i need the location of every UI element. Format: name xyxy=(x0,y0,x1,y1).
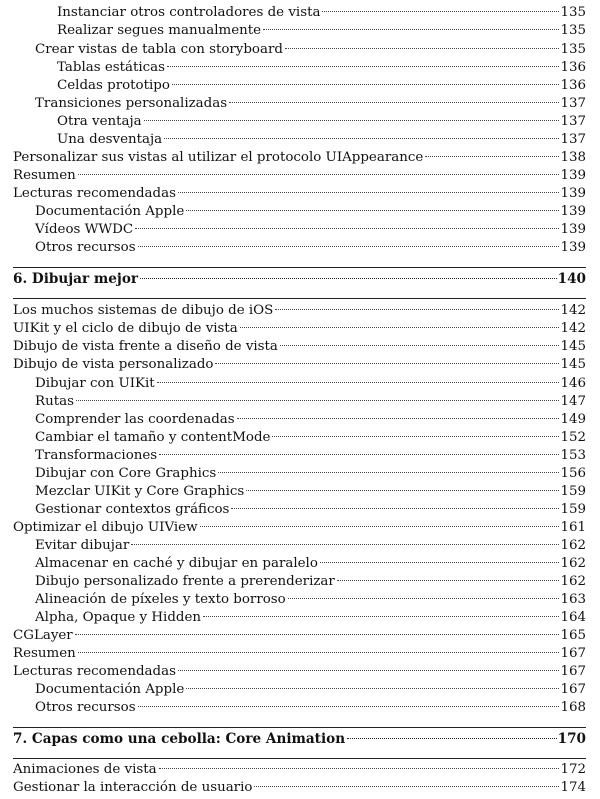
toc-entry xyxy=(13,573,586,591)
leader-dots xyxy=(178,670,559,671)
toc-entry-page-number: 139 xyxy=(560,240,586,255)
toc-entry-title: Resumen xyxy=(13,168,76,183)
leader-dots xyxy=(178,192,559,193)
toc-entry xyxy=(13,537,586,555)
toc-entry-title: Dibujar con Core Graphics xyxy=(35,466,217,481)
toc-entry xyxy=(13,4,586,22)
leader-dots xyxy=(347,738,557,739)
toc-entry xyxy=(13,663,586,681)
leader-dots xyxy=(186,688,559,689)
toc-entry-title: Mezclar UIKit y Core Graphics xyxy=(35,484,245,499)
leader-dots xyxy=(159,454,559,455)
toc-entry-title: Resumen xyxy=(13,646,76,661)
leader-dots xyxy=(337,580,560,581)
toc-entry-page-number: 136 xyxy=(560,78,586,93)
toc-entry-page-number: 167 xyxy=(560,682,586,697)
leader-dots xyxy=(138,706,560,707)
toc-entry-page-number: 156 xyxy=(560,466,586,481)
toc-entry-title: Los muchos sistemas de dibujo de iOS xyxy=(13,303,274,318)
toc-entry xyxy=(13,185,586,203)
toc-entry-page-number: 168 xyxy=(560,700,586,715)
toc-entry-page-number: 142 xyxy=(560,321,586,336)
chapter-rule xyxy=(13,267,586,268)
leader-dots xyxy=(272,436,559,437)
toc-entry xyxy=(13,447,586,465)
toc-entry-page-number: 161 xyxy=(560,520,586,535)
toc-entry-title: Gestionar contextos gráficos xyxy=(35,502,230,517)
toc-entry-title: Transiciones personalizadas xyxy=(35,96,228,111)
toc-entry-title: Optimizar el dibujo UIView xyxy=(13,520,198,535)
leader-dots xyxy=(157,382,560,383)
toc-entry-page-number: 139 xyxy=(560,186,586,201)
toc-entry-page-number: 137 xyxy=(560,96,586,111)
toc-entry-title: Una desventaja xyxy=(57,132,163,147)
toc-entry xyxy=(13,221,586,239)
toc-entry xyxy=(13,302,586,320)
toc-entry-title: Cambiar el tamaño y contentMode xyxy=(35,430,271,445)
toc-entry-page-number: 137 xyxy=(560,132,586,147)
toc-entry-page-number: 137 xyxy=(560,114,586,129)
toc-entry xyxy=(13,645,586,663)
leader-dots xyxy=(288,598,560,599)
toc-entry xyxy=(13,779,586,797)
toc-entry-page-number: 147 xyxy=(560,394,586,409)
toc-entry xyxy=(13,411,586,429)
toc-entry xyxy=(13,591,586,609)
toc-entry-page-number: 162 xyxy=(560,574,586,589)
toc-entry-title: Dibujar con UIKit xyxy=(35,376,155,391)
leader-dots xyxy=(280,345,560,346)
toc-entry xyxy=(13,338,586,356)
leader-dots xyxy=(78,174,560,175)
toc-entry-page-number: 139 xyxy=(560,222,586,237)
leader-dots xyxy=(285,48,559,49)
toc-entry-page-number: 142 xyxy=(560,303,586,318)
toc-entry-page-number: 162 xyxy=(560,556,586,571)
leader-dots xyxy=(203,616,559,617)
leader-dots xyxy=(135,228,559,229)
toc-entry-page-number: 135 xyxy=(560,42,586,57)
chapter-rule xyxy=(13,727,586,728)
toc-entry-title: Instanciar otros controladores de vista xyxy=(57,5,321,20)
toc-entry xyxy=(13,203,586,221)
toc-entry-title: Documentación Apple xyxy=(35,682,185,697)
toc-entry xyxy=(13,761,586,779)
leader-dots xyxy=(275,309,559,310)
toc-entry xyxy=(13,555,586,573)
toc-entry-title: Crear vistas de tabla con storyboard xyxy=(35,42,283,57)
toc-entry-title: Alpha, Opaque y Hidden xyxy=(35,610,202,625)
leader-dots xyxy=(140,278,557,279)
toc-entry xyxy=(13,167,586,185)
toc-entry-page-number: 165 xyxy=(560,628,586,643)
toc-entry-page-number: 153 xyxy=(560,448,586,463)
toc-entry xyxy=(13,681,586,699)
toc-entry-page-number: 162 xyxy=(560,538,586,553)
toc-entry xyxy=(13,375,586,393)
toc-entry-title: Alineación de píxeles y texto borroso xyxy=(35,592,286,607)
toc-entry xyxy=(13,699,586,717)
toc-entry xyxy=(13,131,586,149)
toc-entry xyxy=(13,239,586,257)
toc-entry-title: Lecturas recomendadas xyxy=(13,186,176,201)
leader-dots xyxy=(78,652,560,653)
toc-entry xyxy=(13,22,586,40)
toc-entry xyxy=(13,95,586,113)
leader-dots xyxy=(144,120,560,121)
toc-entry-page-number: 135 xyxy=(560,5,586,20)
leader-dots xyxy=(159,768,560,769)
toc-entry-title: Documentación Apple xyxy=(35,204,185,219)
toc-entry xyxy=(13,465,586,483)
toc-chapter-entry xyxy=(13,270,586,288)
toc-entry-title: CGLayer xyxy=(13,628,73,643)
toc-entry-page-number: 167 xyxy=(560,646,586,661)
toc-entry-title: Otros recursos xyxy=(35,240,136,255)
toc-entry-page-number: 145 xyxy=(560,339,586,354)
toc-entry-title: Lecturas recomendadas xyxy=(13,664,176,679)
toc-entry-page-number: 139 xyxy=(560,168,586,183)
toc-entry-page-number: 138 xyxy=(560,150,586,165)
toc-entry-title: Celdas prototipo xyxy=(57,78,170,93)
toc-entry-title: Otros recursos xyxy=(35,700,136,715)
toc-entry-page-number: 136 xyxy=(560,60,586,75)
toc-entry-title: Vídeos WWDC xyxy=(35,222,134,237)
toc-entry xyxy=(13,149,586,167)
toc-entry-page-number: 159 xyxy=(560,502,586,517)
toc-entry-page-number: 167 xyxy=(560,664,586,679)
toc-entry-title: Evitar dibujar xyxy=(35,538,130,553)
toc-entry-title: Personalizar sus vistas al utilizar el protocolo UIAppearance xyxy=(13,150,424,165)
toc-entry-title: Tablas estáticas xyxy=(57,60,166,75)
toc-entry xyxy=(13,627,586,645)
toc-entry-page-number: 145 xyxy=(560,357,586,372)
toc-entry-page-number: 146 xyxy=(560,376,586,391)
leader-dots xyxy=(186,210,559,211)
leader-dots xyxy=(138,246,560,247)
toc-chapter-entry xyxy=(13,730,586,748)
toc-entry-page-number: 174 xyxy=(560,780,586,795)
toc-entry xyxy=(13,356,586,374)
toc-entry xyxy=(13,393,586,411)
leader-dots xyxy=(263,29,559,30)
toc-entry-title: Dibujo de vista personalizado xyxy=(13,357,214,372)
toc-entry-title: Realizar segues manualmente xyxy=(57,23,262,38)
leader-dots xyxy=(254,786,559,787)
leader-dots xyxy=(231,508,559,509)
toc-entry-title: Dibujo personalizado frente a prerenderizar xyxy=(35,574,335,589)
leader-dots xyxy=(76,400,559,401)
toc-entry-title: Transformaciones xyxy=(35,448,158,463)
leader-dots xyxy=(75,634,560,635)
toc-entry-title: Gestionar la interacción de usuario xyxy=(13,780,253,795)
leader-dots xyxy=(172,84,560,85)
toc-entry-title: UIKit y el ciclo de dibujo de vista xyxy=(13,321,238,336)
toc-entry-title: Rutas xyxy=(35,394,74,409)
leader-dots xyxy=(215,363,559,364)
toc-entry-title: Otra ventaja xyxy=(57,114,142,129)
toc-entry-page-number: 135 xyxy=(560,23,586,38)
toc-entry-page-number: 170 xyxy=(557,731,586,747)
toc-entry-title: Almacenar en caché y dibujar en paralelo xyxy=(35,556,318,571)
toc-entry xyxy=(13,320,586,338)
leader-dots xyxy=(240,327,560,328)
toc-entry-page-number: 172 xyxy=(560,762,586,777)
leader-dots xyxy=(229,102,559,103)
leader-dots xyxy=(322,11,559,12)
toc-entry-page-number: 139 xyxy=(560,204,586,219)
toc-entry-title: 6. Dibujar mejor xyxy=(13,271,139,287)
toc-entry-title: Animaciones de vista xyxy=(13,762,157,777)
toc-entry-page-number: 140 xyxy=(557,271,586,287)
toc-entry-page-number: 163 xyxy=(560,592,586,607)
toc-entry xyxy=(13,59,586,77)
toc-entry-page-number: 159 xyxy=(560,484,586,499)
toc-entry-page-number: 164 xyxy=(560,610,586,625)
chapter-rule xyxy=(13,758,586,759)
leader-dots xyxy=(425,156,559,157)
toc-entry xyxy=(13,483,586,501)
toc-entry xyxy=(13,41,586,59)
leader-dots xyxy=(246,490,559,491)
leader-dots xyxy=(320,562,560,563)
toc-entry xyxy=(13,77,586,95)
toc-entry-title: 7. Capas como una cebolla: Core Animation xyxy=(13,731,346,747)
toc-entry xyxy=(13,113,586,131)
toc-entry-title: Comprender las coordenadas xyxy=(35,412,235,427)
leader-dots xyxy=(218,472,559,473)
toc-entry-title: Dibujo de vista frente a diseño de vista xyxy=(13,339,278,354)
leader-dots xyxy=(167,66,559,67)
toc-entry xyxy=(13,609,586,627)
leader-dots xyxy=(131,544,559,545)
toc-entry-page-number: 152 xyxy=(560,430,586,445)
leader-dots xyxy=(164,138,559,139)
toc-entry-page-number: 149 xyxy=(560,412,586,427)
chapter-rule xyxy=(13,298,586,299)
toc-entry xyxy=(13,501,586,519)
toc-entry xyxy=(13,429,586,447)
leader-dots xyxy=(200,526,560,527)
toc-entry xyxy=(13,519,586,537)
leader-dots xyxy=(237,418,560,419)
